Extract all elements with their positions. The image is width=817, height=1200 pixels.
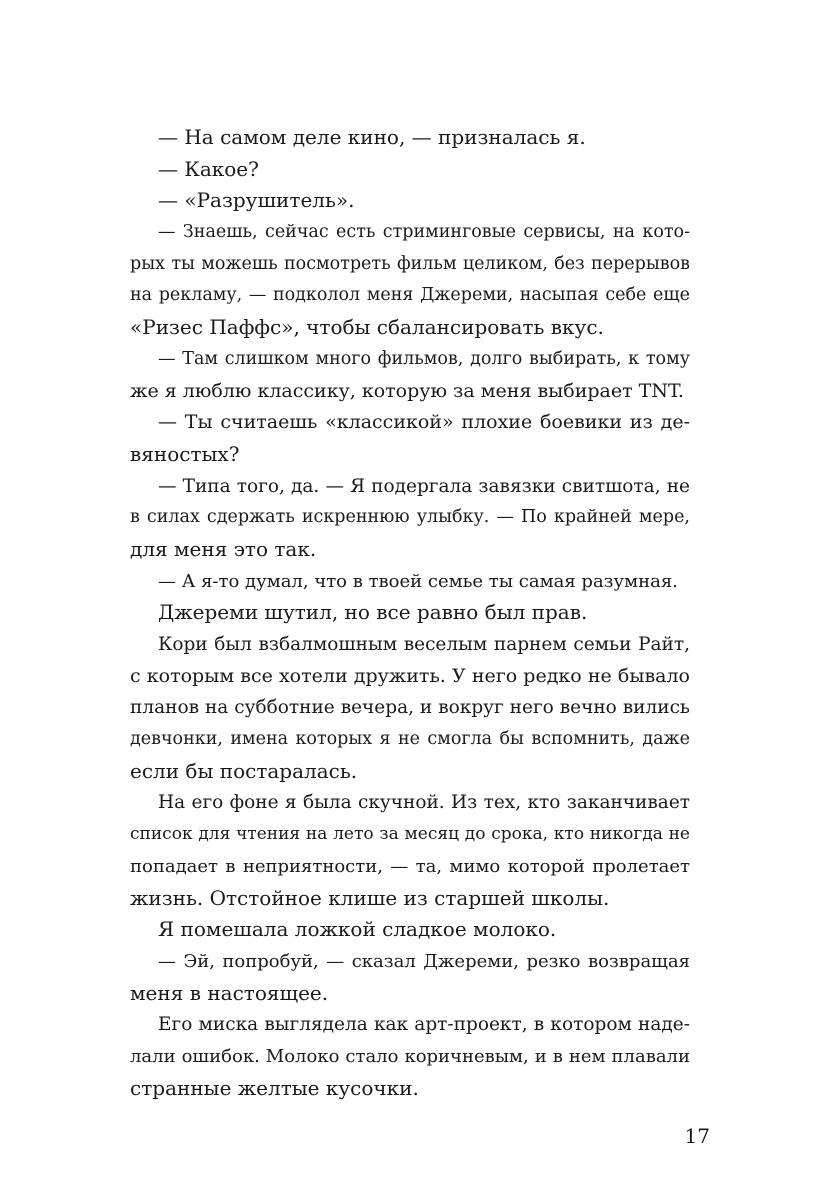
text-line: — Эй, попробуй, — сказал Джереми, резко возвращая: [158, 950, 690, 972]
text-line: — Типа того, да. — Я подергала завязки свитшота, не: [158, 475, 690, 497]
text-line: — А я-то думал, что в твоей семье ты самая разумная.: [158, 570, 678, 592]
paragraph: [130, 122, 690, 154]
text-line: же я люблю классику, которую за меня выбирает TNT.: [130, 379, 684, 402]
text-line: Я помешала ложкой сладкое молоко.: [158, 917, 557, 942]
text-line: если бы постаралась.: [130, 758, 358, 783]
paragraph: [130, 185, 690, 217]
paragraph: [130, 154, 690, 186]
paragraph: [130, 946, 690, 1009]
paragraph: [130, 471, 690, 566]
paragraph: [130, 629, 690, 787]
text-line: рых ты можешь посмотреть фильм целиком, без перерывов: [130, 253, 690, 274]
paragraph: [130, 914, 690, 946]
text-line: с которым все хотели дружить. У него редко не бывало: [130, 664, 690, 687]
text-line: жизнь. Отстойное клише из старшей школы.: [130, 885, 610, 910]
text-line: На его фоне я была скучной. Из тех, кто заканчивает: [158, 792, 690, 814]
text-line: — На самом деле кино, — призналась я.: [158, 125, 586, 149]
text-line: лали ошибок. Молоко стало коричневым, и в нем плавали: [130, 1045, 690, 1067]
text-line: Джереми шутил, но все равно был прав.: [158, 600, 588, 625]
text-line: Его миска выглядела как арт-проект, в котором наде-: [158, 1014, 690, 1036]
text-line: девчонки, имена которых я не смогла бы вспомнить, даже: [130, 729, 690, 750]
text-line: меня в настоящее.: [130, 980, 329, 1005]
paragraph: [130, 787, 690, 914]
text-line: для меня это так.: [130, 536, 317, 561]
text-line: планов на субботние вечера, и вокруг него вечно вились: [130, 697, 690, 719]
text-line: — «Разрушитель».: [158, 188, 355, 213]
text-line: — Ты считаешь «классикой» плохие боевики из де-: [158, 411, 690, 434]
text-line: странные желтые кусочки.: [130, 1075, 419, 1100]
text-line: — Знаешь, сейчас есть стриминговые сервисы, на кото-: [158, 222, 690, 243]
text-line: вяностых?: [130, 441, 240, 466]
paragraph: [130, 407, 690, 470]
text-line: «Ризес Паффс», чтобы сбалансировать вкус.: [130, 315, 604, 340]
text-line: список для чтения на лето за месяц до срока, кто никогда не: [130, 824, 690, 845]
paragraph: [130, 344, 690, 407]
text-line: на рекламу, — подколол меня Джереми, насыпая себе еще: [130, 285, 690, 306]
paragraph: [130, 1009, 690, 1104]
text-line: в силах сдержать искреннюю улыбку. — По крайней мере,: [130, 507, 690, 528]
paragraph: [130, 217, 690, 344]
paragraph: [130, 566, 690, 598]
body-text: [130, 122, 690, 1104]
text-line: попадает в неприятности, — та, мимо которой пролетает: [130, 855, 690, 877]
text-line: — Какое?: [158, 156, 259, 181]
text-line: — Там слишком много фильмов, долго выбирать, к тому: [158, 348, 690, 369]
text-line: Кори был взбалмошным веселым парнем семьи Райт,: [158, 634, 690, 655]
paragraph: [130, 597, 690, 629]
page-number: 17: [684, 1124, 710, 1148]
